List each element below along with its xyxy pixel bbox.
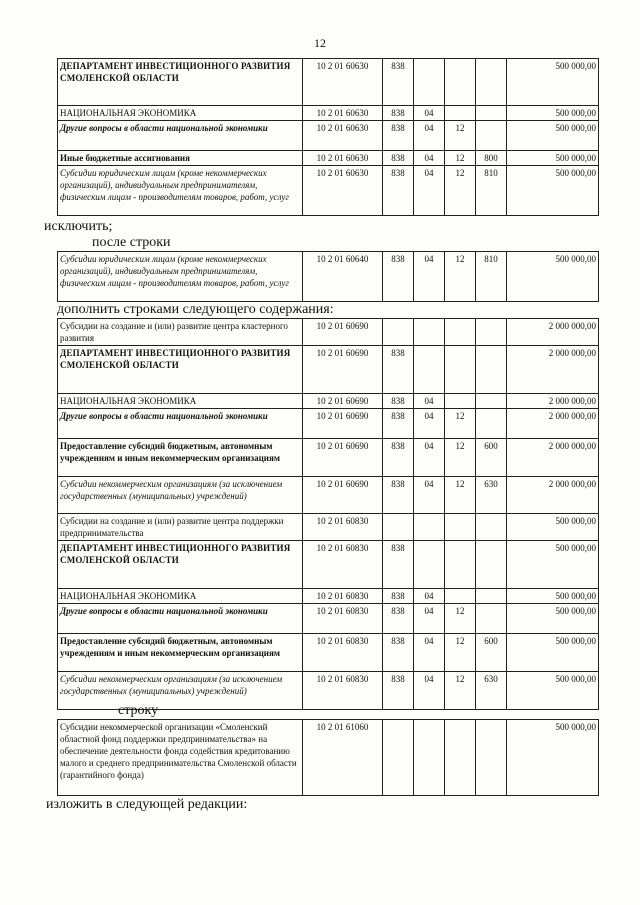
row-sum: 2 000 000,00 <box>507 319 599 346</box>
table-row <box>58 252 599 302</box>
row-sum: 2 000 000,00 <box>507 346 599 394</box>
row-pr <box>445 319 476 346</box>
row-code: 10 2 01 60830 <box>303 604 383 634</box>
row-code: 10 2 01 60830 <box>303 672 383 710</box>
row-sum: 2 000 000,00 <box>507 439 599 477</box>
row-pr: 12 <box>445 166 476 216</box>
table-row <box>58 477 599 514</box>
row-name: ДЕПАРТАМЕНТ ИНВЕСТИЦИОННОГО РАЗВИТИЯ СМОЛЕНСКОЙ ОБЛАСТИ <box>58 59 303 106</box>
row-code: 10 2 01 60690 <box>303 394 383 409</box>
row-code: 10 2 01 60690 <box>303 477 383 514</box>
row-code: 10 2 01 60630 <box>303 151 383 166</box>
row-rz: 04 <box>414 166 445 216</box>
row-code: 10 2 01 60630 <box>303 106 383 121</box>
row-vr <box>476 319 507 346</box>
row-code: 10 2 01 60690 <box>303 439 383 477</box>
table-row <box>58 59 599 106</box>
row-rz: 04 <box>414 121 445 151</box>
row-pr: 12 <box>445 409 476 439</box>
row-sum: 500 000,00 <box>507 541 599 589</box>
row-code: 10 2 01 61060 <box>303 720 383 796</box>
table-row <box>58 604 599 634</box>
row-sum: 500 000,00 <box>507 106 599 121</box>
row-rz <box>414 514 445 541</box>
row-name: Субсидии некоммерческим организациям (за исключением государственных (муниципальных) учреждений) <box>58 672 303 710</box>
row-gr: 838 <box>383 151 414 166</box>
row-gr <box>383 319 414 346</box>
budget-table-2 <box>57 251 599 302</box>
row-rz: 04 <box>414 634 445 672</box>
instruction-exclude: исключить; <box>44 219 113 234</box>
row-code: 10 2 01 60630 <box>303 166 383 216</box>
row-pr: 12 <box>445 477 476 514</box>
row-name: Субсидии на создание и (или) развитие центра поддержки предпринимательства <box>58 514 303 541</box>
row-sum: 500 000,00 <box>507 59 599 106</box>
row-vr <box>476 514 507 541</box>
table-row <box>58 409 599 439</box>
row-gr: 838 <box>383 604 414 634</box>
table-row <box>58 106 599 121</box>
row-vr: 630 <box>476 477 507 514</box>
table-row <box>58 121 599 151</box>
row-gr: 838 <box>383 439 414 477</box>
row-pr: 12 <box>445 672 476 710</box>
row-rz: 04 <box>414 151 445 166</box>
row-name: Предоставление субсидий бюджетным, автономным учреждениям и иным некоммерческим организациям <box>58 439 303 477</box>
row-vr <box>476 346 507 394</box>
row-vr: 630 <box>476 672 507 710</box>
table-row <box>58 439 599 477</box>
row-vr <box>476 106 507 121</box>
row-pr <box>445 541 476 589</box>
row-gr: 838 <box>383 634 414 672</box>
budget-table-1 <box>57 58 599 216</box>
row-vr <box>476 541 507 589</box>
budget-table-4 <box>57 719 599 796</box>
row-code: 10 2 01 60690 <box>303 409 383 439</box>
row-name: Другие вопросы в области национальной экономики <box>58 121 303 151</box>
row-sum: 500 000,00 <box>507 166 599 216</box>
row-name: НАЦИОНАЛЬНАЯ ЭКОНОМИКА <box>58 106 303 121</box>
table-row <box>58 166 599 216</box>
row-sum: 500 000,00 <box>507 514 599 541</box>
row-pr <box>445 394 476 409</box>
row-gr <box>383 720 414 796</box>
row-name: Субсидии некоммерческим организациям (за исключением государственных (муниципальных) учреждений) <box>58 477 303 514</box>
row-pr: 12 <box>445 604 476 634</box>
row-name: Субсидии юридическим лицам (кроме некоммерческих организаций), индивидуальным предпринимателям, физическим лицам - производителям товаров, работ, услуг <box>58 252 303 302</box>
row-pr <box>445 346 476 394</box>
row-vr: 600 <box>476 439 507 477</box>
row-code: 10 2 01 60630 <box>303 59 383 106</box>
row-gr: 838 <box>383 589 414 604</box>
row-name: Предоставление субсидий бюджетным, автономным учреждениям и иным некоммерческим организациям <box>58 634 303 672</box>
instruction-add: дополнить строками следующего содержания: <box>57 302 334 317</box>
row-name: НАЦИОНАЛЬНАЯ ЭКОНОМИКА <box>58 394 303 409</box>
table-row <box>58 394 599 409</box>
row-pr <box>445 106 476 121</box>
row-vr: 810 <box>476 166 507 216</box>
row-name: Субсидии некоммерческой организации «Смоленский областной фонд поддержки предпринимательства» на обеспечение деятельности фонда содействия кредитованию малого и среднего предпринимательства Смоленской области (гарантийного фонда) <box>58 720 303 796</box>
row-rz <box>414 720 445 796</box>
row-rz <box>414 346 445 394</box>
row-name: Иные бюджетные ассигнования <box>58 151 303 166</box>
row-gr: 838 <box>383 121 414 151</box>
table-row <box>58 319 599 346</box>
row-name: Субсидии на создание и (или) развитие центра кластерного развития <box>58 319 303 346</box>
row-pr <box>445 589 476 604</box>
row-gr: 838 <box>383 477 414 514</box>
row-pr: 12 <box>445 121 476 151</box>
row-name: НАЦИОНАЛЬНАЯ ЭКОНОМИКА <box>58 589 303 604</box>
row-vr <box>476 59 507 106</box>
row-sum: 500 000,00 <box>507 634 599 672</box>
table-row <box>58 346 599 394</box>
row-sum: 2 000 000,00 <box>507 477 599 514</box>
row-sum: 500 000,00 <box>507 121 599 151</box>
row-pr: 12 <box>445 252 476 302</box>
row-rz: 04 <box>414 252 445 302</box>
row-sum: 500 000,00 <box>507 672 599 710</box>
instruction-state: изложить в следующей редакции: <box>46 797 248 812</box>
row-name: ДЕПАРТАМЕНТ ИНВЕСТИЦИОННОГО РАЗВИТИЯ СМОЛЕНСКОЙ ОБЛАСТИ <box>58 541 303 589</box>
row-code: 10 2 01 60830 <box>303 634 383 672</box>
row-rz: 04 <box>414 477 445 514</box>
row-vr <box>476 121 507 151</box>
row-code: 10 2 01 60830 <box>303 541 383 589</box>
instruction-after: после строки <box>92 235 171 250</box>
row-code: 10 2 01 60830 <box>303 514 383 541</box>
row-name: Субсидии юридическим лицам (кроме некоммерческих организаций), индивидуальным предпринимателям, физическим лицам - производителям товаров, работ, услуг <box>58 166 303 216</box>
row-rz <box>414 319 445 346</box>
row-sum: 2 000 000,00 <box>507 409 599 439</box>
row-gr: 838 <box>383 59 414 106</box>
row-sum: 500 000,00 <box>507 720 599 796</box>
row-vr: 810 <box>476 252 507 302</box>
row-vr <box>476 409 507 439</box>
row-sum: 500 000,00 <box>507 151 599 166</box>
row-vr: 600 <box>476 634 507 672</box>
row-gr: 838 <box>383 106 414 121</box>
row-code: 10 2 01 60690 <box>303 346 383 394</box>
row-rz <box>414 59 445 106</box>
row-sum: 500 000,00 <box>507 604 599 634</box>
row-gr: 838 <box>383 166 414 216</box>
row-code: 10 2 01 60690 <box>303 319 383 346</box>
row-gr: 838 <box>383 252 414 302</box>
row-sum: 500 000,00 <box>507 252 599 302</box>
row-pr <box>445 59 476 106</box>
row-rz: 04 <box>414 589 445 604</box>
row-vr: 800 <box>476 151 507 166</box>
table-row <box>58 514 599 541</box>
row-sum: 2 000 000,00 <box>507 394 599 409</box>
row-gr: 838 <box>383 394 414 409</box>
table-row <box>58 634 599 672</box>
instruction-row: строку <box>118 703 159 718</box>
row-gr: 838 <box>383 541 414 589</box>
row-rz: 04 <box>414 106 445 121</box>
row-code: 10 2 01 60640 <box>303 252 383 302</box>
budget-table-3 <box>57 318 599 710</box>
row-code: 10 2 01 60630 <box>303 121 383 151</box>
row-pr: 12 <box>445 151 476 166</box>
row-name: Другие вопросы в области национальной экономики <box>58 604 303 634</box>
row-sum: 500 000,00 <box>507 589 599 604</box>
table-row <box>58 589 599 604</box>
table-row <box>58 720 599 796</box>
row-vr <box>476 720 507 796</box>
row-gr: 838 <box>383 409 414 439</box>
row-vr <box>476 604 507 634</box>
row-rz: 04 <box>414 439 445 477</box>
row-vr <box>476 589 507 604</box>
row-code: 10 2 01 60830 <box>303 589 383 604</box>
row-gr: 838 <box>383 672 414 710</box>
row-gr: 838 <box>383 346 414 394</box>
row-rz: 04 <box>414 394 445 409</box>
row-pr <box>445 720 476 796</box>
table-row <box>58 541 599 589</box>
row-name: ДЕПАРТАМЕНТ ИНВЕСТИЦИОННОГО РАЗВИТИЯ СМОЛЕНСКОЙ ОБЛАСТИ <box>58 346 303 394</box>
row-pr <box>445 514 476 541</box>
page-number: 12 <box>314 36 326 50</box>
row-vr <box>476 394 507 409</box>
row-name: Другие вопросы в области национальной экономики <box>58 409 303 439</box>
row-pr: 12 <box>445 439 476 477</box>
row-rz: 04 <box>414 409 445 439</box>
row-rz: 04 <box>414 672 445 710</box>
row-rz <box>414 541 445 589</box>
row-gr <box>383 514 414 541</box>
table-row <box>58 151 599 166</box>
row-rz: 04 <box>414 604 445 634</box>
row-pr: 12 <box>445 634 476 672</box>
